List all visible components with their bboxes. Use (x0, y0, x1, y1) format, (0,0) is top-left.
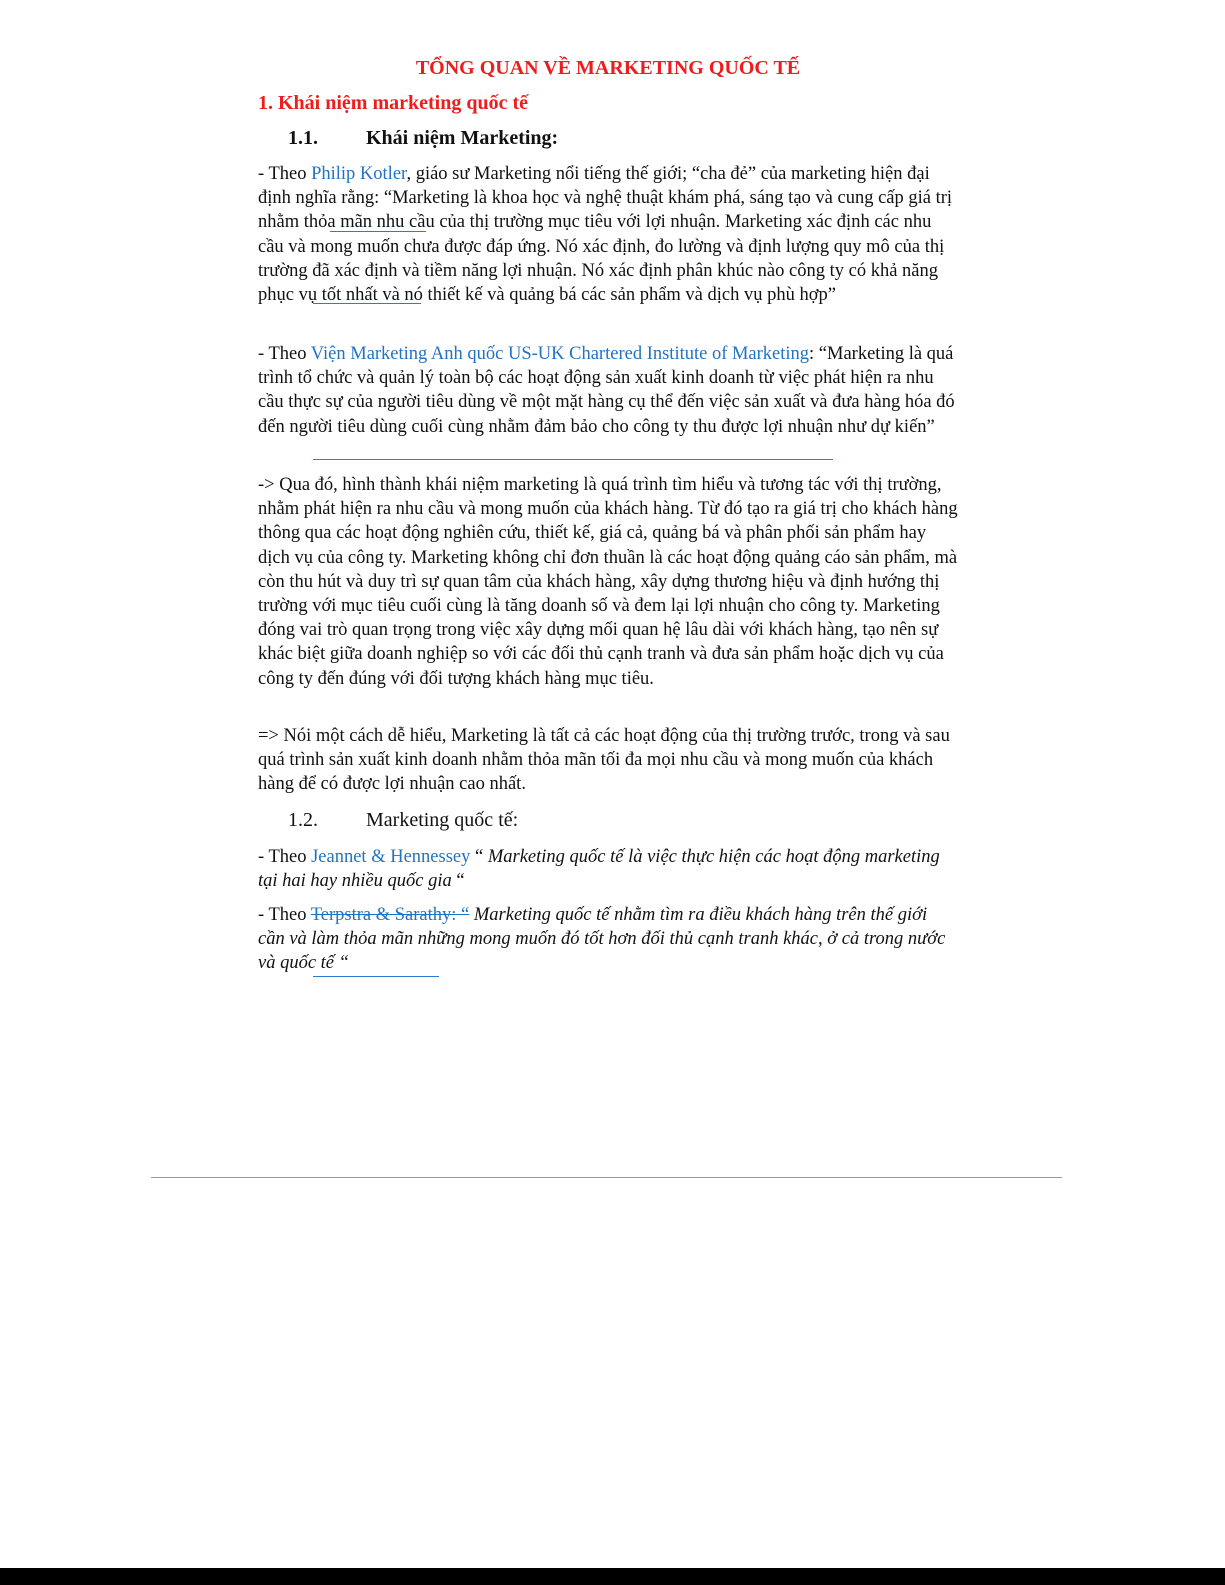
grammar-underline[interactable] (313, 976, 439, 977)
paragraph-text: , giáo sư Marketing nổi tiếng thế giới; “cha đẻ” của marketing hiện đại định nghĩa rằng: “Marketing là khoa học và nghệ thuật khám phá, sáng tạo và cung cấp giá trị nhằm thỏa mãn nhu cầu của thị trường mục tiêu với lợi nhuận. Marketing xác định các nhu cầu và mong muốn chưa được đáp ứng. Nó xác định, đo lường và định lượng quy mô của thị trường đã xác định và tiềm năng lợi nhuận. Nó xác định phân khúc nào công ty có khả năng phục vụ tốt nhất và nó thiết kế và quảng bá các sản phẩm và dịch vụ phù hợp” (258, 164, 953, 306)
paragraph-summary: -> Qua đó, hình thành khái niệm marketing là quá trình tìm hiểu và tương tác với thị trường, nhằm phát hiện ra nhu cầu và mong muốn của khách hàng. Từ đó tạo ra giá trị cho khách hàng thông qua các hoạt động nghiên cứu, thiết kế, giá cả, quảng bá và phân phối sản phẩm hay dịch vụ của công ty. Marketing không chỉ đơn thuần là các hoạt động quảng cáo sản phẩm, mà còn thu hút và duy trì sự quan tâm của khách hàng, xây dựng thương hiệu và định hướng thị trường với mục tiêu cuối cùng là tăng doanh số và đem lại lợi nhuận cho công ty. Marketing đóng vai trò quan trọng trong việc xây dựng mối quan hệ lâu dài với khách hàng, tạo nên sự khác biệt giữa doanh nghiệp so với các đối thủ cạnh tranh và đưa sản phẩm hoặc dịch vụ của công ty đến đúng với đối tượng khách hàng mục tiêu. (258, 475, 958, 689)
paragraph-prefix: - Theo (258, 344, 311, 364)
subsection-number: 1.1. (288, 127, 318, 149)
grammar-underline[interactable] (313, 303, 421, 304)
paragraph-jeannet (258, 845, 958, 893)
link-chartered-institute[interactable]: Viện Marketing Anh quốc US-UK Chartered Institute of Marketing (310, 344, 810, 364)
link-jeannet-hennessey[interactable]: Jeannet & Hennessey (311, 847, 471, 867)
subsection-heading-1-1 (288, 127, 558, 150)
paragraph-kotler (258, 162, 958, 307)
quote-text: Marketing quốc tế là việc thực hiện các hoạt động marketing tại hai hay nhiều quốc gia (258, 847, 940, 892)
quote-close: “ (451, 871, 465, 892)
paragraph-prefix: - Theo (258, 164, 312, 184)
bottom-edge-bar (0, 1568, 1225, 1585)
subsection-label: Khái niệm Marketing: (366, 127, 559, 149)
quote-text: Marketing quốc tế nhằm tìm ra điều khách hàng trên thế giới cần và làm thỏa mãn những mong muốn đó tốt hơn đối thủ cạnh tranh khác, ở cả trong nước và quốc tế “ (258, 905, 946, 974)
section-heading-1: 1. Khái niệm marketing quốc tế (258, 92, 528, 114)
deleted-text-terpstra[interactable]: Terpstra & Sarathy: “ (310, 905, 470, 925)
paragraph-text: : “Marketing là quá trình tổ chức và quản lý toàn bộ các hoạt động sản xuất kinh doanh từ việc phát hiện ra nhu cầu thực sự của người tiêu dùng về một mặt hàng cụ thể đến việc sản xuất và đưa hàng hóa đó đến người tiêu dùng cuối cùng nhằm đảm bảo cho công ty thu được lợi nhuận như dự kiến” (258, 344, 955, 437)
link-philip-kotler[interactable]: Philip Kotler (311, 164, 407, 184)
subsection-label: Marketing quốc tế: (366, 809, 519, 831)
subsection-number: 1.2. (288, 809, 318, 831)
paragraph-cim (258, 342, 958, 439)
paragraph-terpstra (258, 903, 958, 976)
paragraph-prefix: - Theo (258, 847, 312, 867)
page-break-rule (151, 1177, 1062, 1178)
grammar-underline[interactable] (313, 459, 833, 460)
quote-open: “ (470, 847, 488, 867)
document-title: TỔNG QUAN VỀ MARKETING QUỐC TẾ (415, 57, 801, 79)
grammar-underline[interactable] (330, 231, 426, 232)
paragraph-conclusion: => Nói một cách dễ hiểu, Marketing là tất cả các hoạt động của thị trường trước, trong và sau quá trình sản xuất kinh doanh nhằm thỏa mãn tối đa mọi nhu cầu và mong muốn của khách hàng để có được lợi nhuận cao nhất. (258, 726, 950, 795)
subsection-heading-1-2 (288, 809, 518, 832)
paragraph-prefix: - Theo (258, 905, 311, 925)
